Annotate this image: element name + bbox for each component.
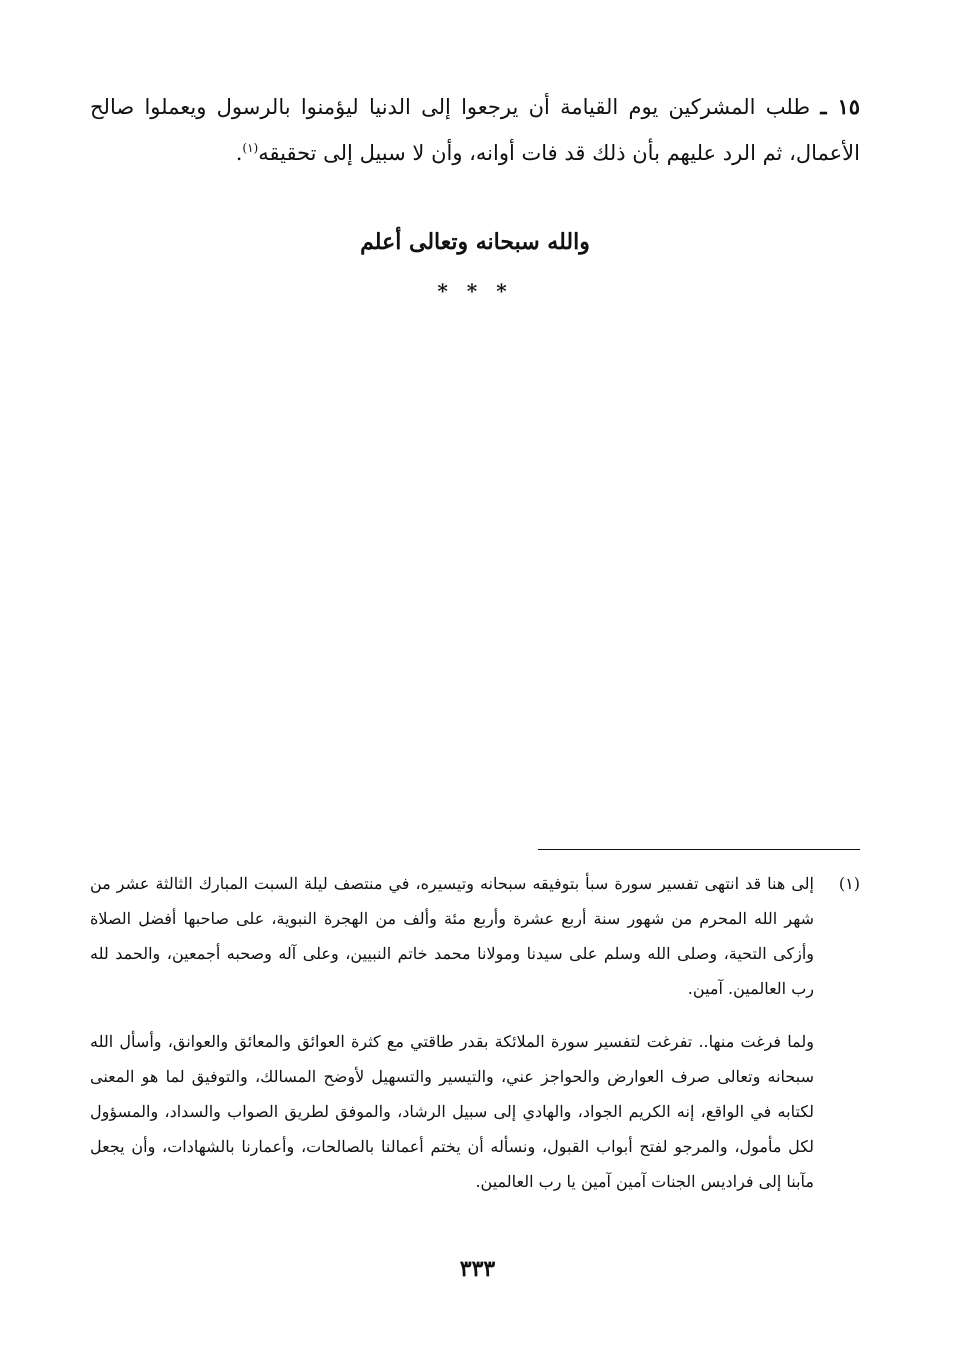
page-number: ٣٣٣ <box>459 1256 496 1282</box>
footnote-text: إلى هنا قد انتهى تفسير سورة سبأ بتوفيقه سبحانه وتيسيره، في منتصف ليلة السبت المبارك الثالثة عشر من شهر الله المحرم من شهور سنة أربع عشرة وأربع مئة وألف من الهجرة النبوية، على صاحبها أفضل الصلاة وأزكى التحية، وصلى الله وسلم على سيدنا ومولانا محمد خاتم النبيين، وعلى آله وصحبه أجمعين، والحمد لله رب العالمين. آمين. <box>90 874 814 998</box>
footnote-marker: (١) <box>838 874 860 893</box>
closing-phrase: والله سبحانه وتعالى أعلم <box>360 229 590 255</box>
item-number: ١٥ ـ <box>820 94 860 119</box>
main-paragraph <box>90 84 860 176</box>
footnote-continuation <box>90 1024 860 1199</box>
paragraph-text: طلب المشركين يوم القيامة أن يرجعوا إلى الدنيا ليؤمنوا بالرسول ويعملوا صالح الأعمال، ثم الرد عليهم بأن ذلك قد فات أوانه، وأن لا سبيل إلى تحقيقه <box>90 95 860 165</box>
section-separator: * * * <box>437 279 513 303</box>
paragraph-end-punctuation: . <box>235 141 243 165</box>
footnote-divider <box>538 849 860 850</box>
footnote-text: ولما فرغت منها.. تفرغت لتفسير سورة الملائكة بقدر طاقتي مع كثرة العوائق والمعائق والعوانق، وأسأل الله سبحانه وتعالى صرف العوارض والحواجز عني، والتيسير والتسهيل لأوضح المسالك، والتوفيق لما هو المعنى لكتابه في الواقع، إنه الكريم الجواد، والهادي إلى سبيل الرشاد، والموفق لطريق الصواب والسداد، والمسؤول لكل مأمول، والمرجو لفتح أبواب القبول، ونسأله أن يختم أعمالنا بالصالحات، وأعمارنا بالشهادات، وأن يجعل مآبنا إلى فراديس الجنات آمين آمين يا رب العالمين. <box>90 1032 814 1191</box>
footnote-reference[interactable]: (١) <box>242 141 259 155</box>
footnote-1 <box>90 866 860 1006</box>
